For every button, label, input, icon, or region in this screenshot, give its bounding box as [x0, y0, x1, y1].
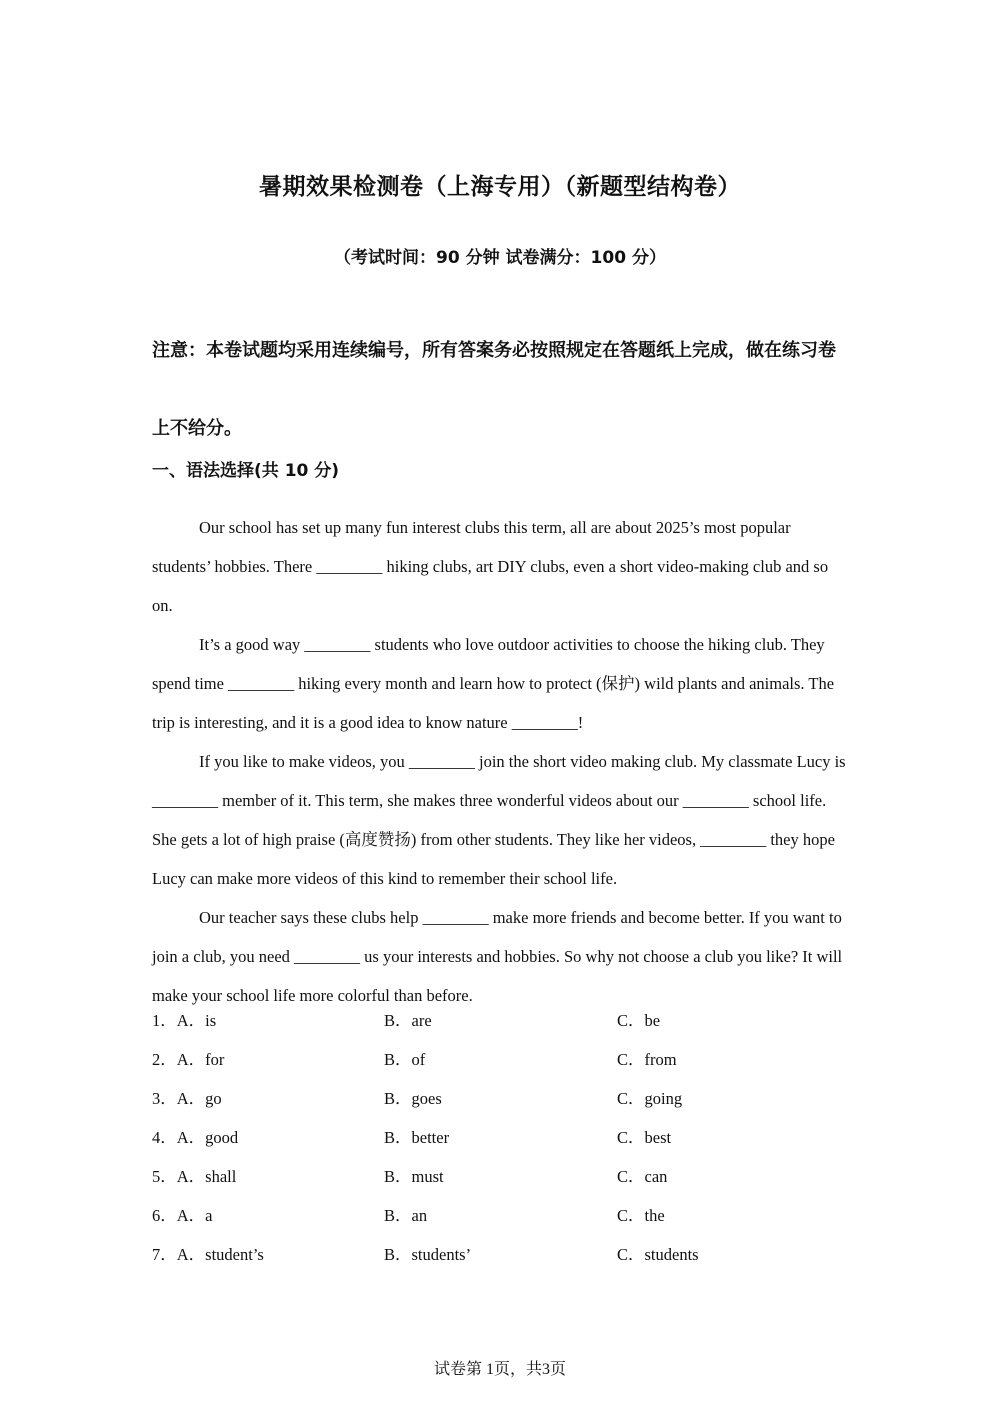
option-c: C．from — [617, 1050, 677, 1069]
option-c: C．be — [617, 1011, 661, 1030]
page-footer: 试卷第 1页，共3页 — [433, 1361, 566, 1378]
option-a: 4．A．good — [152, 1128, 239, 1147]
question-row — [152, 1240, 852, 1279]
option-c: C．students — [617, 1245, 699, 1264]
question-row — [152, 1006, 852, 1045]
option-c: C．going — [617, 1089, 683, 1108]
exam-notice: 注意：本卷试题均采用连续编号，所有答案务必按照规定在答题纸上完成，做在练习卷上不给分。 — [152, 340, 836, 439]
question-row — [152, 1201, 852, 1240]
option-c: C．best — [617, 1128, 672, 1147]
option-b: B．must — [384, 1167, 444, 1186]
option-a: 6．A．a — [152, 1206, 213, 1225]
question-row — [152, 1123, 852, 1162]
passage-paragraph: Our teacher says these clubs help ________ make more friends and become better. If you want to join a club, you need ________ us your interests and hobbies. So why not choose a club you like? It will make your school life more colorful than before. — [152, 908, 843, 1005]
option-c: C．the — [617, 1206, 665, 1225]
option-a: 7．A．student’s — [152, 1245, 264, 1264]
option-a: 5．A．shall — [152, 1167, 237, 1186]
passage-paragraph: It’s a good way ________ students who love outdoor activities to choose the hiking club. They spend time ________ hiking every month and learn how to protect (保护) wild plants and animals. The trip is interesting, and it is a good idea to know nature ________! — [152, 635, 835, 732]
option-a: 3．A．go — [152, 1089, 222, 1108]
passage — [152, 508, 852, 1015]
option-b: B．are — [384, 1011, 432, 1030]
passage-paragraph: Our school has set up many fun interest clubs this term, all are about 2025’s most popular students’ hobbies. There ________ hiking clubs, art DIY clubs, even a short video-making club and so on. — [152, 518, 829, 615]
options-list — [152, 1006, 852, 1279]
question-row — [152, 1045, 852, 1084]
option-b: B．students’ — [384, 1245, 472, 1264]
question-row — [152, 1084, 852, 1123]
option-b: B．of — [384, 1050, 426, 1069]
option-c: C．can — [617, 1167, 668, 1186]
section-heading: 一、语法选择(共 10 分) — [152, 461, 340, 481]
passage-paragraph: If you like to make videos, you ________ join the short video making club. My classmate Lucy is ________ member of it. This term, she makes three wonderful videos about our ________ school life. She gets a lot of high praise (高度赞扬) from other students. They like her videos, ________ they hope Lucy can make more videos of this kind to remember their school life. — [152, 752, 846, 888]
option-b: B．goes — [384, 1089, 442, 1108]
exam-title: 暑期效果检测卷（上海专用）（新题型结构卷） — [259, 174, 741, 200]
question-row — [152, 1162, 852, 1201]
option-b: B．better — [384, 1128, 450, 1147]
exam-subtitle: （考试时间：90 分钟 试卷满分：100 分） — [334, 248, 666, 268]
option-a: 1．A．is — [152, 1011, 217, 1030]
option-b: B．an — [384, 1206, 428, 1225]
option-a: 2．A．for — [152, 1050, 225, 1069]
